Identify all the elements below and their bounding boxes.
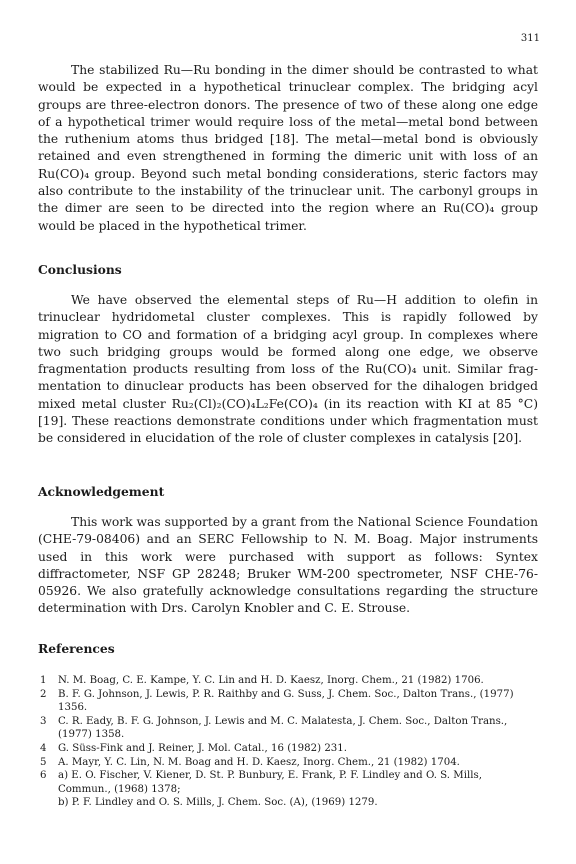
reference-item — [38, 674, 538, 688]
reference-item — [38, 769, 538, 796]
heading-references: References — [38, 641, 115, 656]
page-number: 311 — [520, 33, 540, 44]
reference-item — [38, 688, 538, 715]
reference-number: 1 — [40, 675, 47, 686]
reference-text: C. R. Eady, B. F. G. Johnson, J. Lewis and M. C. Malatesta, J. Chem. Soc., Dalton Trans., (1977) 1358. — [58, 715, 508, 741]
heading-conclusions: Conclusions — [38, 262, 122, 277]
reference-list — [38, 674, 538, 810]
paragraph-dimer-bonding — [38, 62, 538, 235]
reference-item — [38, 742, 538, 756]
reference-number: 4 — [40, 742, 47, 754]
reference-item — [38, 796, 538, 810]
paragraph-text: This work was supported by a grant from the National Science Foundation (CHE-79-08406) and an SERC Fellowship to N. M. Boag. Major instruments used in this work were purchased with support as follows: Syntex diffractometer, NSF GP 28248; Bruker WM-200 spectrometer, NSF CHE-76-05926. We also gratefully acknowledge consultations regarding the structure determination with Drs. Carolyn Knobler and C. E. Strouse. — [38, 515, 538, 616]
reference-number: 2 — [40, 688, 47, 700]
reference-text: a) E. O. Fischer, V. Kiener, D. St. P. Bunbury, E. Frank, P. F. Lindley and O. S. Mills, Commun., (1968) 1378; — [58, 770, 482, 795]
reference-text: A. Mayr, Y. C. Lin, N. M. Boag and H. D. Kaesz, Inorg. Chem., 21 (1982) 1704. — [58, 756, 460, 768]
reference-number: 6 — [40, 770, 47, 782]
paragraph-acknowledgement — [38, 514, 538, 618]
reference-text: G. Süss-Fink and J. Reiner, J. Mol. Catal., 16 (1982) 231. — [58, 742, 348, 754]
reference-number — [38, 796, 58, 810]
heading-acknowledgement: Acknowledgement — [38, 484, 165, 499]
reference-number: 3 — [40, 715, 47, 727]
reference-text: B. F. G. Johnson, J. Lewis, P. R. Raithby and G. Suss, J. Chem. Soc., Dalton Trans., (1977) 1356. — [58, 688, 514, 714]
reference-number: 5 — [40, 756, 47, 768]
reference-item — [38, 715, 538, 742]
paragraph-text: We have observed the elemental steps of Ru—H addition to olefin in trinuclear hydridometal cluster complexes. This is rapidly followed by migration to CO and formation of a bridging acyl group. In complexes where two such bridging groups would be formed along one edge, we observe fragmentation products resulting from loss of the Ru(CO)₄ unit. Similar fragmentation to dinuclear products has been observed for the dihalogen bridged mixed metal cluster Ru₂(Cl)₂(CO)₄L₂Fe(CO)₄ (in its reaction with KI at 85 °C) [19]. These reactions demonstrate conditions under which fragmentation must be considered in elucidation of the role of cluster complexes in catalysis [20]. — [38, 293, 538, 446]
paragraph-conclusions — [38, 292, 538, 448]
paragraph-text: The stabilized Ru—Ru bonding in the dimer should be contrasted to what would be expected in a hypothetical trinuclear complex. The bridging acyl groups are three-electron donors. The presence of two of these along one edge of a hypothetical trimer would require loss of the metal—metal bond between the ruthenium atoms thus bridged [18]. The metal—metal bond is obviously retained and even strengthened in forming the dimeric unit with loss of an Ru(CO)₄ group. Beyond such metal bonding considerations, steric factors may also contribute to the instability of the trinuclear unit. The carbonyl groups in the dimer are seen to be directed into the region where an Ru(CO)₄ group would be placed in the hypothetical trimer. — [38, 63, 538, 233]
reference-text: N. M. Boag, C. E. Kampe, Y. C. Lin and H. D. Kaesz, Inorg. Chem., 21 (1982) 1706. — [58, 675, 484, 686]
reference-text: b) P. F. Lindley and O. S. Mills, J. Chem. Soc. (A), (1969) 1279. — [58, 797, 378, 809]
reference-item — [38, 756, 538, 770]
